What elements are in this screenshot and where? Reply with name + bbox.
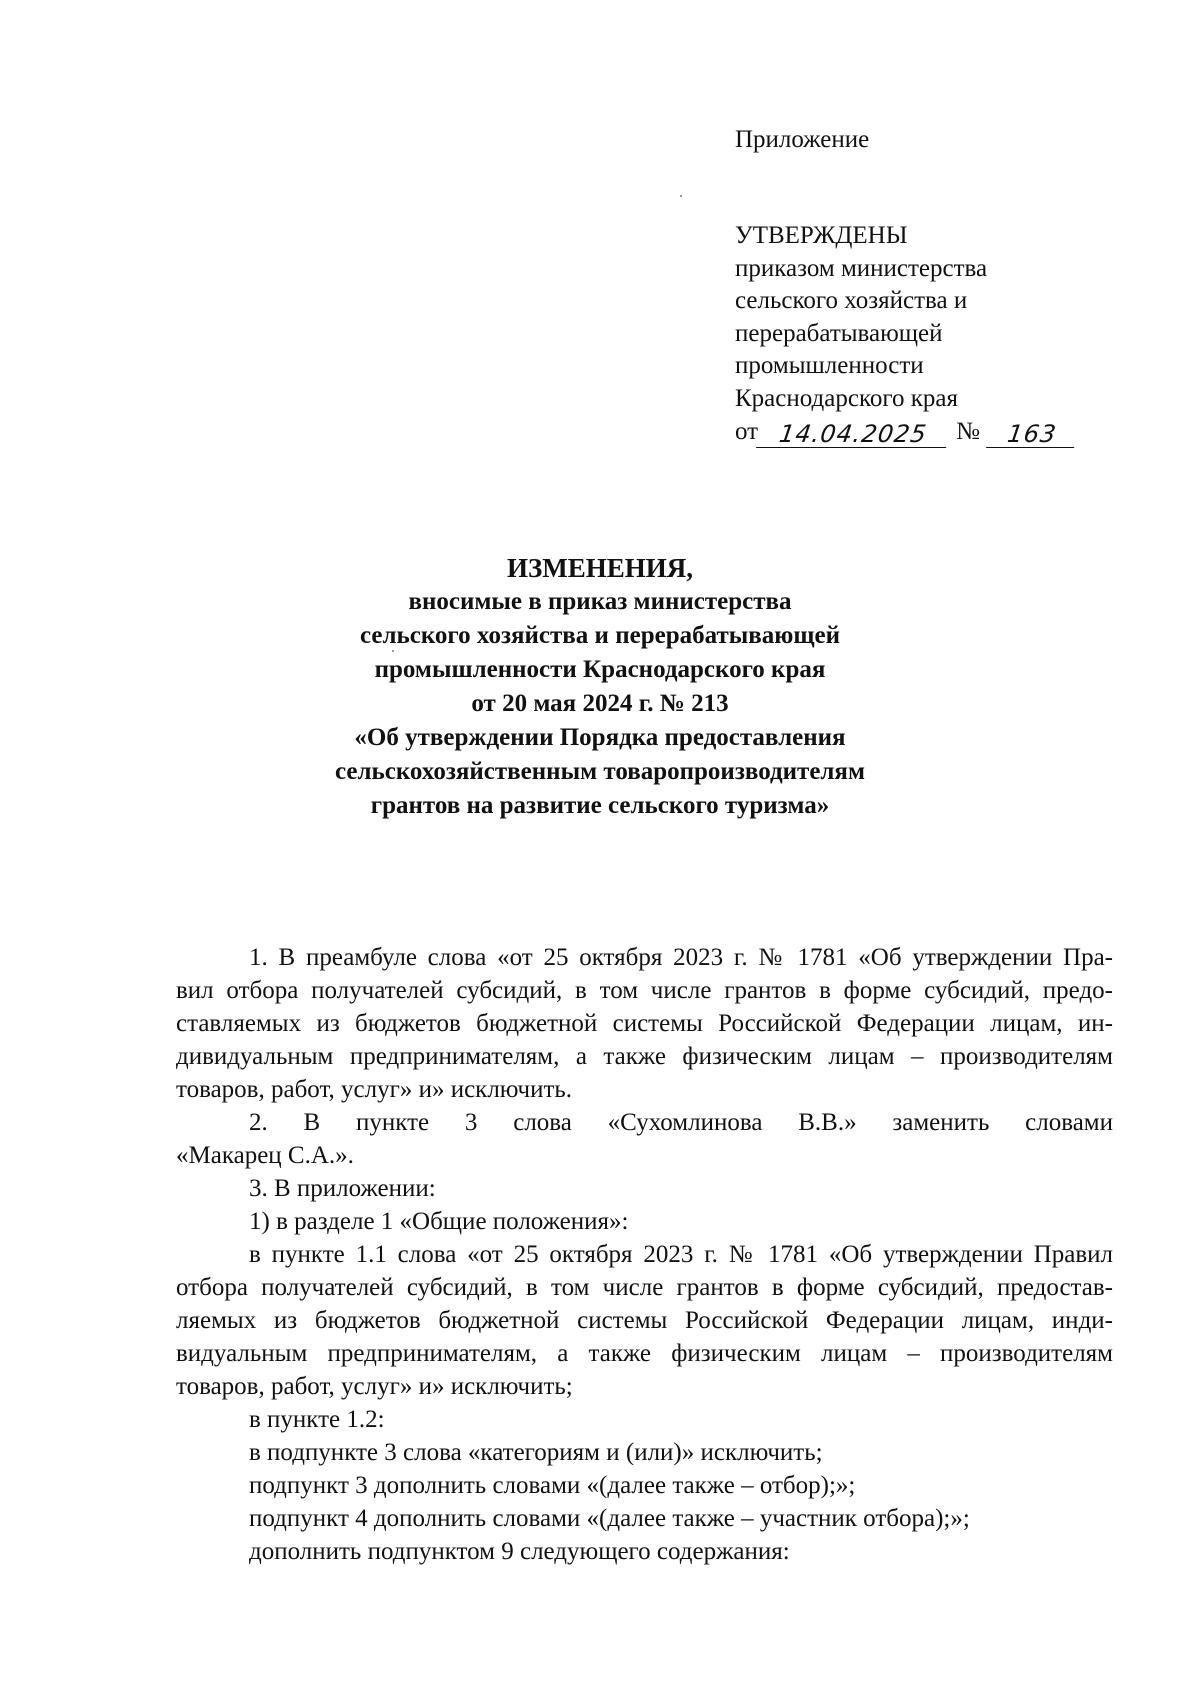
document-body <box>176 941 1113 1568</box>
handwritten-date: 14.04.2025 <box>756 421 950 448</box>
paragraph-5-line: товаров, работ, услуг» и» исключить; <box>176 1373 573 1400</box>
approved-line: приказом министерства <box>735 254 988 282</box>
approved-line: сельского хозяйства и <box>735 287 968 315</box>
approved-line: промышленности <box>735 352 924 380</box>
document-title: ИЗМЕНЕНИЯ, <box>506 553 693 583</box>
handwritten-number: 163 <box>986 421 1078 448</box>
number-sign: № <box>956 417 980 445</box>
paragraph-6: в пункте 1.2: <box>249 1406 385 1433</box>
paragraph-1-line: товаров, работ, услуг» и» исключить. <box>176 1076 573 1103</box>
approved-title: УТВЕРЖДЕНЫ <box>735 222 908 249</box>
appendix-label: Приложение <box>735 126 870 153</box>
date-prefix: от <box>735 417 759 445</box>
title-line: вносимые в приказ министерства <box>408 588 792 615</box>
approval-block <box>735 220 1076 448</box>
paragraph-2-line: 2. В пункте 3 слова «Сухомлинова В.В.» заменить словами <box>249 1109 1113 1136</box>
title-line: от 20 мая 2024 г. № 213 <box>471 690 729 717</box>
document-title-block <box>300 551 900 823</box>
paragraph-1-line: вил отбора получателей субсидий, в том числе грантов в форме субсидий, предо- <box>176 977 1113 1004</box>
paragraph-1-line: 1. В преамбуле слова «от 25 октября 2023 г. № 1781 «Об утверждении Пра- <box>249 944 1113 971</box>
title-line: «Об утверждении Порядка предоставления <box>354 724 846 751</box>
scan-speck <box>680 195 682 197</box>
paragraph-5-line: ляемых из бюджетов бюджетной системы Российской Федерации лицам, инди- <box>176 1307 1113 1334</box>
order-date-number-line <box>735 416 1076 449</box>
approved-line: перерабатывающей <box>735 319 943 347</box>
paragraph-2-line: «Макарец С.А.». <box>176 1142 354 1169</box>
paragraph-8: подпункт 3 дополнить словами «(далее также – отбор);»; <box>249 1472 856 1499</box>
paragraph-7: в подпункте 3 слова «категориям и (или)» исключить; <box>249 1439 823 1466</box>
title-line: сельского хозяйства и перерабатывающей <box>360 622 840 649</box>
title-line: промышленности Краснодарского края <box>374 656 826 683</box>
paragraph-1-line: ставляемых из бюджетов бюджетной системы Российской Федерации лицам, ин- <box>176 1010 1113 1037</box>
paragraph-1-line: дивидуальным предпринимателям, а также физическим лицам – производителям <box>176 1043 1113 1070</box>
paragraph-10: дополнить подпунктом 9 следующего содержания: <box>249 1538 790 1565</box>
paragraph-5-line: отбора получателей субсидий, в том числе грантов в форме субсидий, предостав- <box>176 1274 1113 1301</box>
paragraph-4: 1) в разделе 1 «Общие положения»: <box>249 1208 629 1235</box>
title-line: сельскохозяйственным товаропроизводителям <box>334 758 865 785</box>
paragraph-3: 3. В приложении: <box>249 1175 436 1202</box>
paragraph-9: подпункт 4 дополнить словами «(далее также – участник отбора);»; <box>249 1505 970 1532</box>
paragraph-5-line: в пункте 1.1 слова «от 25 октября 2023 г. № 1781 «Об утверждении Правил <box>249 1241 1113 1268</box>
title-line: грантов на развитие сельского туризма» <box>370 792 830 819</box>
paragraph-5-line: видуальным предпринимателям, а также физическим лицам – производителям <box>176 1340 1113 1367</box>
approved-line: Краснодарского края <box>735 384 958 412</box>
